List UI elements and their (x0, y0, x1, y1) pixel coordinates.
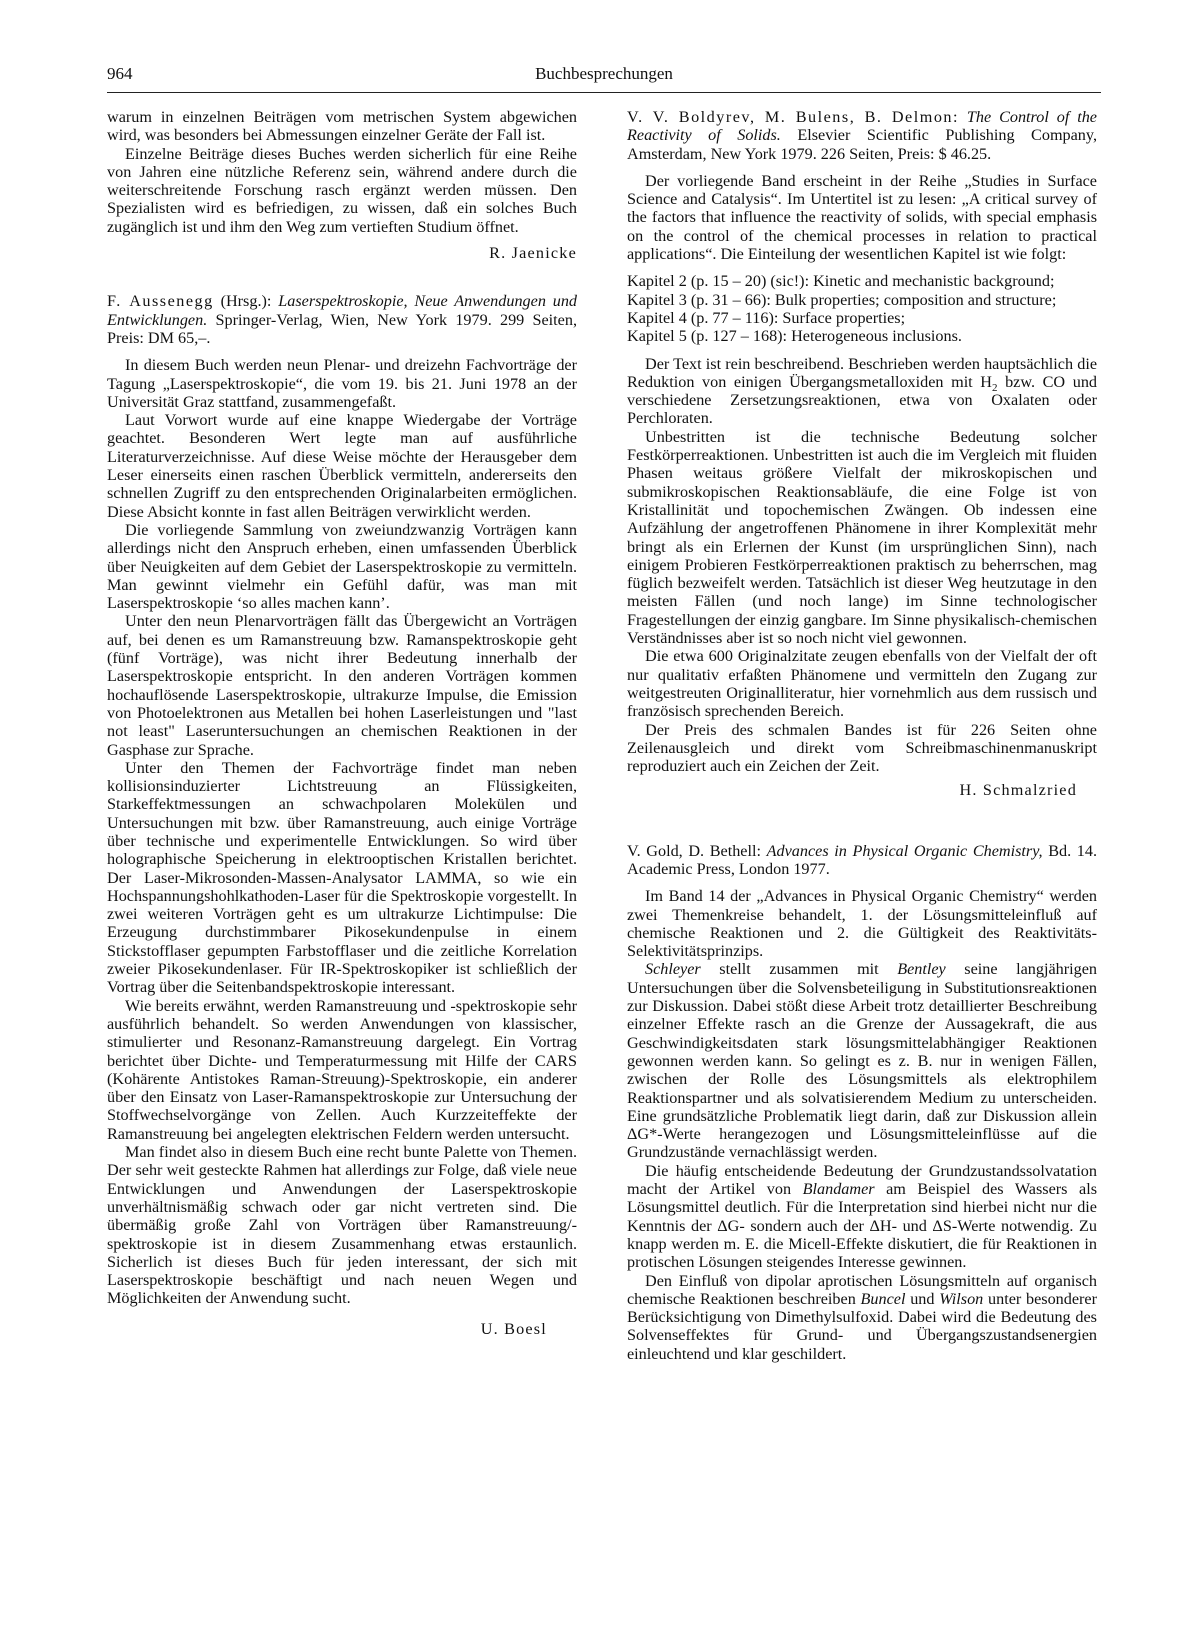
review-gold-bethell (627, 842, 1097, 1363)
review-text: Der Text ist rein beschreibend. Beschrieben werden hauptsächlich die Reduktion von einigen Übergangsmetalloxiden mit H (627, 354, 1097, 391)
editor-mark: (Hrsg.): (220, 292, 272, 311)
review-paragraph: Der vorliegende Band erscheint in der Reihe „Studies in Surface Science and Catalysis“. Im Untertitel ist zu lesen: „A critical survey of the factors that influence the reactivity of solids, with special emphasis on the control of the chemical processes in relation to practical applications“. Die Einteilung der wesentlichen Kapitel ist wie folgt: (627, 171, 1097, 264)
review-paragraph: Unter den neun Plenarvorträgen fällt das Übergewicht an Vorträgen auf, bei denen es um Ramanstreuung bzw. Ramanspektroskopie geht (fünf Vorträge), was nicht ihrer Bedeutung innerhalb der Laserspektroskopie entspricht. In den anderen Vorträgen kommen hochauflösende Laserspektroskopie, ultrakurze Impulse, die Emission von Photoelektronen aus Metallen bei hohen Laserleistungen und "last not least" Laseruntersuchungen an chemischen Reaktionen in der Gasphase zur Sprache. (107, 612, 577, 759)
review-paragraph: Unter den Themen der Fachvorträge findet man neben kollisionsinduzierter Lichtstreuung an Flüssigkeiten, Starkeffektmessungen an schwachpolaren Molekülen und Untersuchungen mit bzw. über Ramanstreuung, auch einige Vorträge über technische und experimentelle Entwicklungen. So wird über holographische Speicherung in elektrooptischen Kristallen berichtet. Der Laser-Mikrosonden-Massen-Analysator LAMMA, so wie ein Hochspannungshohlkathoden-Laser für die Spektroskopie vorgestellt. In zwei weiteren Vorträgen geht es um ultrakurze Lichtimpulse: Die Erzeugung durchstimmbarer Pikosekundenpulse in einem Stickstofflaser gepumpten Farbstofflaser und die zeitliche Korrelation zweier Pikosekundenlaser. Für IR-Spektroskopiker ist schließlich der Vortrag über die Seitenbandspektroskopie interessant. (107, 758, 577, 997)
publication-info: Elsevier Scientific Publishing Company, Amsterdam, New York 1979. 226 Seiten, Preis: $ 46.25. (627, 126, 1097, 163)
chapter-item: Kapitel 2 (p. 15 – 20) (sic!): Kinetic and mechanistic background; (627, 272, 1055, 291)
chapter-item: Kapitel 5 (p. 127 – 168): Heterogeneous inclusions. (627, 327, 962, 346)
book-title: Laserspektroskopie, Neue Anwendungen und Entwicklungen. (107, 292, 578, 329)
review-citation (627, 108, 1097, 163)
chapter-item: Kapitel 4 (p. 77 – 116): Surface properties; (627, 308, 906, 327)
review-paragraph: Der Preis des schmalen Bandes ist für 226 Seiten ohne Zeilenausgleich und direkt vom Schreibmaschinenmanuskript reproduziert auch ein Zeichen der Zeit. (627, 720, 1097, 776)
review-paragraph: In diesem Buch werden neun Plenar- und dreizehn Fachvorträge der Tagung „Laserspektroskopie“, die vom 19. bis 21. Juni 1978 an der Universität Graz stattfand, zusammengefaßt. (107, 356, 577, 411)
review-text: unter besonderer Berücksichtigung von Dimethylsulfoxid. Dabei wird die Bedeutung des Solvenseffektes für Grund- und Übergangszustandsenergien einleuchtend und klar geschildert. (627, 1289, 1097, 1363)
left-column (107, 108, 577, 1338)
review-paragraph: Die vorliegende Sammlung von zweiundzwanzig Vorträgen kann allerdings nicht den Anspruch erheben, einen umfassenden Überblick über Neuigkeiten auf dem Gebiet der Laserspektroskopie zu vermitteln. Man gewinnt vielmehr ein Gefühl dafür, was man mit Laserspektroskopie ‘so alles machen kann’. (107, 520, 577, 613)
review-authors: V. V. Boldyrev, M. Bulens, B. Delmon: (627, 108, 960, 126)
reviewer-signature: H. Schmalzried (959, 781, 1077, 800)
book-title: The Control of the Reactivity of Solids. (627, 108, 1097, 145)
review-authors: V. Gold, D. Bethell: (627, 841, 761, 860)
author-name: Bentley (897, 960, 946, 979)
review-paragraph: Man findet also in diesem Buch eine recht bunte Palette von Themen. Der sehr weit gesteckte Rahmen hat allerdings zur Folge, daß viele neue Entwicklungen und Anwendungen der Laserspektroskopie unverhältnismäßig schwach oder gar nicht vertreten sind. Die übermäßig große Zahl von Vorträgen über Ramanstreuung/-spektroskopie ist in diesem Zusammenhang etwas erstaunlich. Sicherlich ist dieses Buch für jeden interessant, der sich mit Laserspektroskopie beschäftigt und nach neuen Wegen und Möglichkeiten der Anwendung sucht. (107, 1143, 577, 1308)
reviewer-signature: R. Jaenicke (489, 244, 577, 263)
author-name: Blandamer (802, 1180, 875, 1199)
review-paragraph (627, 1272, 1097, 1363)
review-text: bzw. CO und verschiedene Zersetzungsreaktionen, etwa von Oxalaten oder Perchloraten. (627, 372, 1098, 428)
review-paragraph: Im Band 14 der „Advances in Physical Organic Chemistry“ werden zwei Themenkreise behandelt, 1. der Lösungsmitteleinfluß auf chemische Reaktionen und 2. die Gültigkeit des Reaktivitäts-Selektivitätsprinzips. (627, 887, 1097, 961)
subscript: 2 (991, 382, 998, 395)
review-text: stellt zusammen mit (700, 960, 898, 979)
review-text: Die häufig entscheidende Bedeutung der Grundzustandssolvatation macht der Artikel von (627, 1161, 1097, 1199)
author-name: Buncel (860, 1289, 906, 1308)
publication-info: Bd. 14. Academic Press, London 1977. (627, 841, 1098, 878)
running-title: Buchbesprechungen (535, 64, 673, 83)
review-paragraph (627, 1162, 1097, 1272)
reviewer-signature: U. Boesl (480, 1319, 547, 1338)
continued-paragraph: Einzelne Beiträge dieses Buches werden sicherlich für eine Reihe von Jahren eine nützliche Referenz sein, während andere durch die weiterschreitende Forschung rasch ergänzt werden müssen. Den Spezialisten wird es befriedigen, zu wissen, daß ein solches Buch zugänglich ist und ihm den Weg zum vertieften Studium öffnet. (107, 144, 577, 236)
review-text: und (905, 1289, 940, 1308)
review-paragraph: Die etwa 600 Originalzitate zeugen ebenfalls von der Vielfalt der oft nur qualitativ erfaßten Phänomene und vermitteln den Zugang zur weitgestreuten Originalliteratur, hier vornehmlich aus dem russisch und französisch sprechenden Bereich. (627, 647, 1097, 721)
review-paragraph: Wie bereits erwähnt, werden Ramanstreuung und -spektroskopie sehr ausführlich behandelt. So werden Anwendungen von klassischer, stimulierter und Resonanz-Ramanstreuung dargelegt. Ein Vortrag berichtet über Dichte- und Temperaturmessung mit Hilfe der CARS (Kohärente Antistokes Raman-Streuung)-Spektroskopie, ein anderer über den Einsatz von Laser-Ramanspektroskopie zur Untersuchung der Stoffwechselvorgänge von Zellen. Auch Kurzzeiteffekte der Ramanstreuung bei angelegten elektrischen Feldern werden untersucht. (107, 996, 577, 1143)
review-text: Den Einfluß von dipolar aprotischen Lösungsmitteln auf organisch chemische Reaktionen beschreiben (627, 1271, 1097, 1308)
review-paragraph: Laut Vorwort wurde auf eine knappe Wiedergabe der Vorträge geachtet. Besonderen Wert legte man auf ausführliche Literaturverzeichnisse. Auf diese Weise möchte der Herausgeber dem Leser einerseits einen raschen Überblick vermitteln, andererseits den schnellen Zugriff zu den entsprechenden Originalarbeiten ermöglichen. Diese Absicht konnte in fast allen Beiträgen verwirklicht werden. (107, 411, 577, 521)
review-paragraph: Unbestritten ist die technische Bedeutung solcher Festkörperreaktionen. Unbestritten ist auch die im Vergleich mit fluiden Phasen weitaus größere Vielfalt der mikroskopischen und submikroskopischen Reaktionsabläufe, die eine Folge ist von Kristallinität und topochemischen Zwängen. Ob indessen eine Aufzählung der angetroffenen Phänomene in ihrer Komplexität mehr bringt als ein Erlernen der Kunst (im ursprünglichen Sinn), nach einigem Probieren Festkörperreaktionen praktisch zu beherrschen, mag füglich bezweifelt werden. Tatsächlich ist dieser Weg heutzutage in den meisten Fällen (und noch lange) im Sinne technologischer Fragestellungen der einzig gangbare. Im Sinne physikalisch-chemischen Verständnisses aber ist so noch nicht viel gewonnen. (627, 427, 1097, 648)
review-text: seine langjährigen Untersuchungen über die Solvensbeteiligung in Substitutionsreaktionen zur Diskussion. Dabei stößt diese Arbeit trotz detaillierter Beschreibung einzelner Effekte rasch an die Grenze der Aussagekraft, die aus Geschwindigkeitsdaten stark lösungsmittelabhängiger Reaktionen gewonnen werden kann. So gelingt es z. B. nur in wenigen Fällen, zwischen der Rolle des Lösungsmittels als elektrophilem Reaktionspartner und als solvatisierendem Medium zu unterscheiden. Eine grundsätzliche Problematik liegt darin, daß zur Diskussion allein ΔG*-Werte herangezogen und Lösungsmitteleinflüsse auf die Grundzustände vernachlässigt werden. (627, 960, 1097, 1162)
header-rule (107, 92, 1101, 93)
chapter-item: Kapitel 3 (p. 31 – 66): Bulk properties; composition and structure; (627, 290, 1057, 309)
continued-paragraph: warum in einzelnen Beiträgen vom metrischen System abgewichen wird, was besonders bei Abmessungen einzelner Geräte der Fall ist. (107, 108, 577, 145)
review-paragraph (627, 960, 1097, 1161)
author-name: Schleyer (645, 960, 701, 979)
review-citation (627, 842, 1097, 879)
review-paragraph (627, 355, 1097, 428)
review-aussenegg (107, 292, 577, 1338)
author-name: Wilson (939, 1289, 984, 1308)
review-text: am Beispiel des Wassers als Lösungsmittel deutlich. Für die Interpretation sind hierbei nicht nur die Kenntnis der ΔG- sondern auch der ΔH- und ΔS-Werte notwendig. Zu knapp werden m. E. die Micell-Effekte diskutiert, die für Reaktionen in protischen Lösungen steigendes Interesse gewinnen. (627, 1180, 1097, 1272)
publication-info: Springer-Verlag, Wien, New York 1979. 299 Seiten, Preis: DM 65,–. (107, 310, 578, 347)
review-boldyrev (627, 108, 1097, 800)
book-title: Advances in Physical Organic Chemistry, (766, 841, 1043, 860)
right-column (627, 108, 1097, 1363)
review-citation (107, 292, 577, 347)
page-number: 964 (107, 64, 133, 83)
review-author: F. Aussenegg (107, 292, 214, 311)
page-header (107, 62, 1101, 88)
chapter-list (627, 272, 1097, 345)
